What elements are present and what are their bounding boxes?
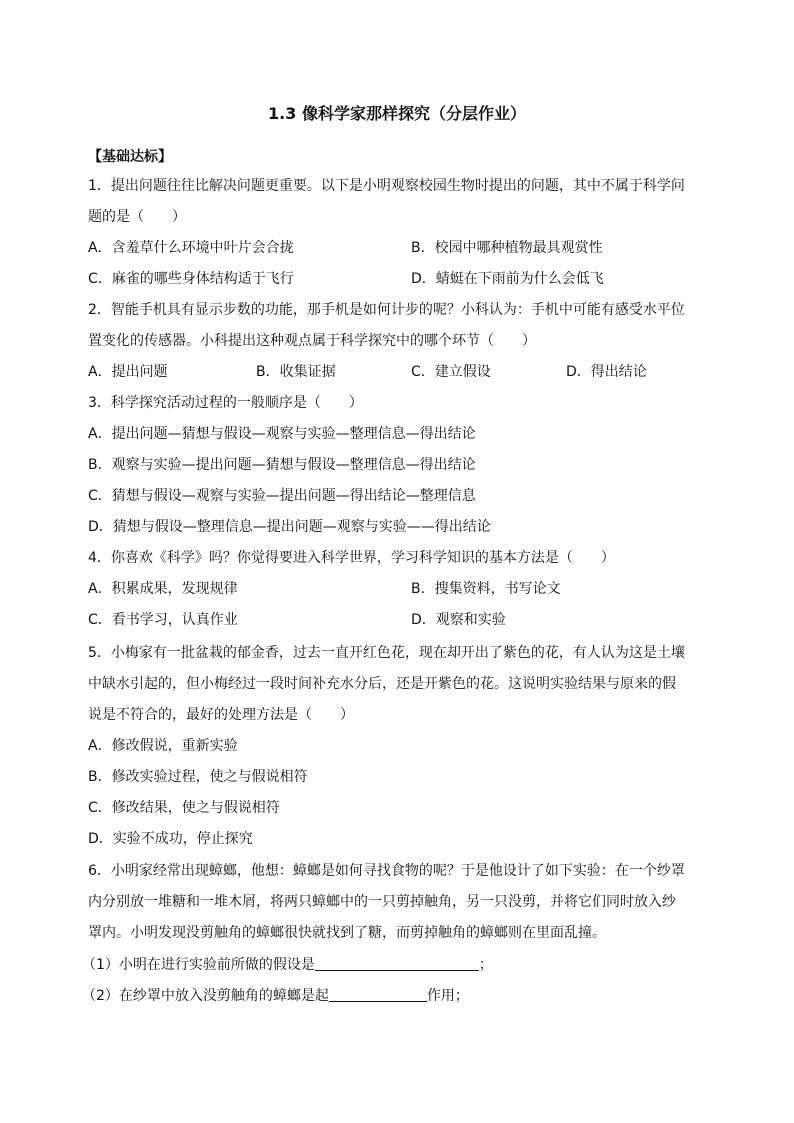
q1-option-d: D．蜻蜓在下雨前为什么会低飞 xyxy=(411,271,604,287)
q2-option-b: B．收集证据 xyxy=(256,364,336,380)
q2-option-d: D．得出结论 xyxy=(566,364,647,380)
q5-option-c: C．修改结果，使之与假说相符 xyxy=(88,800,280,816)
q2-stem-line1: 2．智能手机具有显示步数的功能，那手机是如何计步的呢？小科认为：手机中可能有感受水平位 xyxy=(88,302,685,318)
q5-stem-line1: 5．小梅家有一批盆栽的郁金香，过去一直开红色花，现在却开出了紫色的花，有人认为这是土壤 xyxy=(88,645,685,661)
q5-option-d: D．实验不成功，停止探究 xyxy=(88,831,253,847)
q6-sub1-answer-blank[interactable] xyxy=(315,956,479,971)
page-title: 1.3 像科学家那样探究（分层作业） xyxy=(268,104,526,123)
q6-sub1-end: ； xyxy=(478,957,493,973)
q6-sub2-answer-blank[interactable] xyxy=(329,987,427,1002)
q6-sub1-text: （1）小明在进行实验前所做的假设是 xyxy=(82,957,315,973)
q6-subquestion-2 xyxy=(82,986,469,1006)
q6-subquestion-1 xyxy=(82,955,493,975)
q4-stem: 4．你喜欢《科学》吗？你觉得要进入科学世界，学习科学知识的基本方法是（ ） xyxy=(88,550,615,566)
q6-sub2-end: 作用； xyxy=(426,988,469,1004)
q1-option-b: B．校园中哪种植物最具观赏性 xyxy=(411,240,603,256)
q2-stem-line2: 置变化的传感器。小科提出这种观点属于科学探究中的哪个环节（ ） xyxy=(88,333,536,349)
q5-option-a: A．修改假说，重新实验 xyxy=(88,738,238,754)
q4-option-d: D．观察和实验 xyxy=(411,612,506,628)
q2-option-a: A．提出问题 xyxy=(88,364,168,380)
q3-option-a: A．提出问题—猜想与假设—观察与实验—整理信息—得出结论 xyxy=(88,426,476,442)
q4-option-a: A．积累成果，发现规律 xyxy=(88,581,238,597)
q5-stem-line3: 说是不符合的，最好的处理方法是（ ） xyxy=(88,707,354,723)
q3-option-c: C．猜想与假设—观察与实验—提出问题—得出结论—整理信息 xyxy=(88,488,476,504)
q2-option-c: C．建立假设 xyxy=(411,364,491,380)
q6-stem-line2: 内分别放一堆糖和一堆木屑，将两只蟑螂中的一只剪掉触角，另一只没剪，并将它们同时放入纱 xyxy=(88,894,676,910)
q5-option-b: B．修改实验过程，使之与假说相符 xyxy=(88,769,308,785)
q6-stem-line1: 6．小明家经常出现蟑螂，他想：蟑螂是如何寻找食物的呢？于是他设计了如下实验：在一个纱罩 xyxy=(88,863,685,879)
q6-stem-line3: 罩内。小明发现没剪触角的蟑螂很快就找到了糖，而剪掉触角的蟑螂则在里面乱撞。 xyxy=(88,925,606,941)
q5-stem-line2: 中缺水引起的，但小梅经过一段时间补充水分后，还是开紫色的花。这说明实验结果与原来的假 xyxy=(88,676,676,692)
q1-option-a: A．含羞草什么环境中叶片会合拢 xyxy=(88,240,294,256)
q6-sub2-text: （2）在纱罩中放入没剪触角的蟑螂是起 xyxy=(82,988,329,1004)
q1-option-c: C．麻雀的哪些身体结构适于飞行 xyxy=(88,271,294,287)
section-heading: 【基础达标】 xyxy=(88,149,172,165)
q1-stem-line2: 题的是（ ） xyxy=(88,209,186,225)
q4-option-c: C．看书学习，认真作业 xyxy=(88,612,238,628)
q1-stem-line1: 1．提出问题往往比解决问题更重要。以下是小明观察校园生物时提出的问题，其中不属于科学问 xyxy=(88,178,685,194)
q4-option-b: B．搜集资料，书写论文 xyxy=(411,581,561,597)
q3-option-b: B．观察与实验—提出问题—猜想与假设—整理信息—得出结论 xyxy=(88,457,476,473)
q3-stem: 3．科学探究活动过程的一般顺序是（ ） xyxy=(88,395,363,411)
q3-option-d: D．猜想与假设—整理信息—提出问题—观察与实验——得出结论 xyxy=(88,519,491,535)
